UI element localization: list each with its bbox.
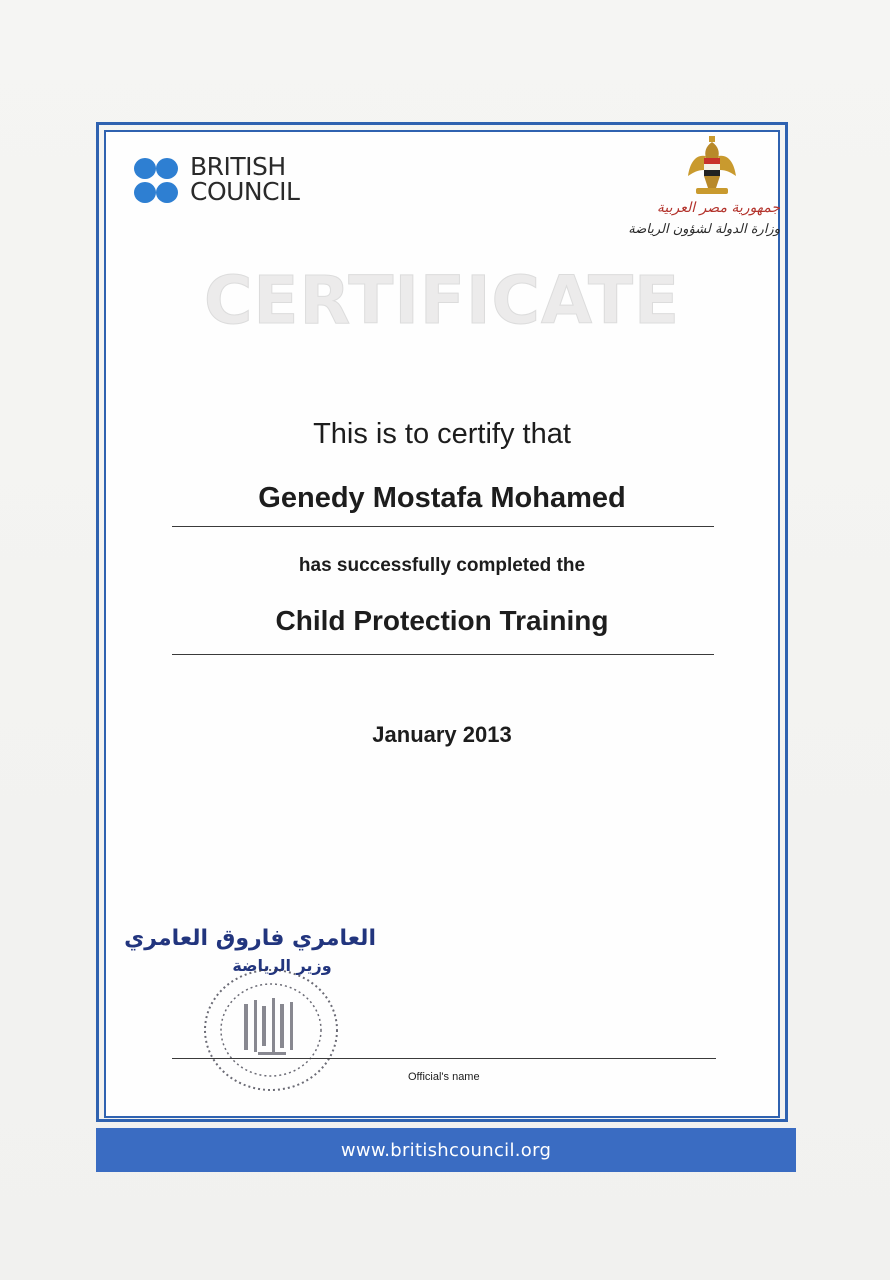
signature-line: [172, 1058, 716, 1059]
course-name: Child Protection Training: [275, 605, 609, 636]
recipient-name: Genedy Mostafa Mohamed: [258, 482, 626, 514]
official-stamp-icon: [198, 964, 344, 1096]
british-council-dots-icon: [134, 156, 184, 204]
recipient-name-underline: [172, 526, 714, 527]
british-council-logo: [134, 154, 314, 210]
emblem-caption-ministry: وزارة الدولة لشؤون الرياضة: [628, 222, 780, 237]
british-council-wordmark: [190, 154, 299, 204]
course-name-underline: [172, 654, 714, 655]
certificate-date: January 2013: [372, 722, 512, 747]
signatory-title: وزير الرياضة: [232, 956, 332, 975]
footer-url: www.britishcouncil.org: [340, 1139, 552, 1161]
certify-text: This is to certify that: [313, 418, 571, 450]
certificate-heading: CERTIFICATE: [203, 262, 681, 339]
completed-text: has successfully completed the: [298, 555, 586, 576]
logo-line-2: COUNCIL: [190, 177, 300, 206]
signatory-name: العامري فاروق العامري: [124, 926, 376, 951]
footer-band: [96, 1128, 796, 1172]
logo-line-1: BRITISH: [190, 152, 286, 181]
emblem-caption-country: جمهورية مصر العربية: [656, 200, 780, 216]
officials-name-label: Official's name: [408, 1071, 480, 1083]
egypt-eagle-emblem-icon: [686, 136, 738, 198]
